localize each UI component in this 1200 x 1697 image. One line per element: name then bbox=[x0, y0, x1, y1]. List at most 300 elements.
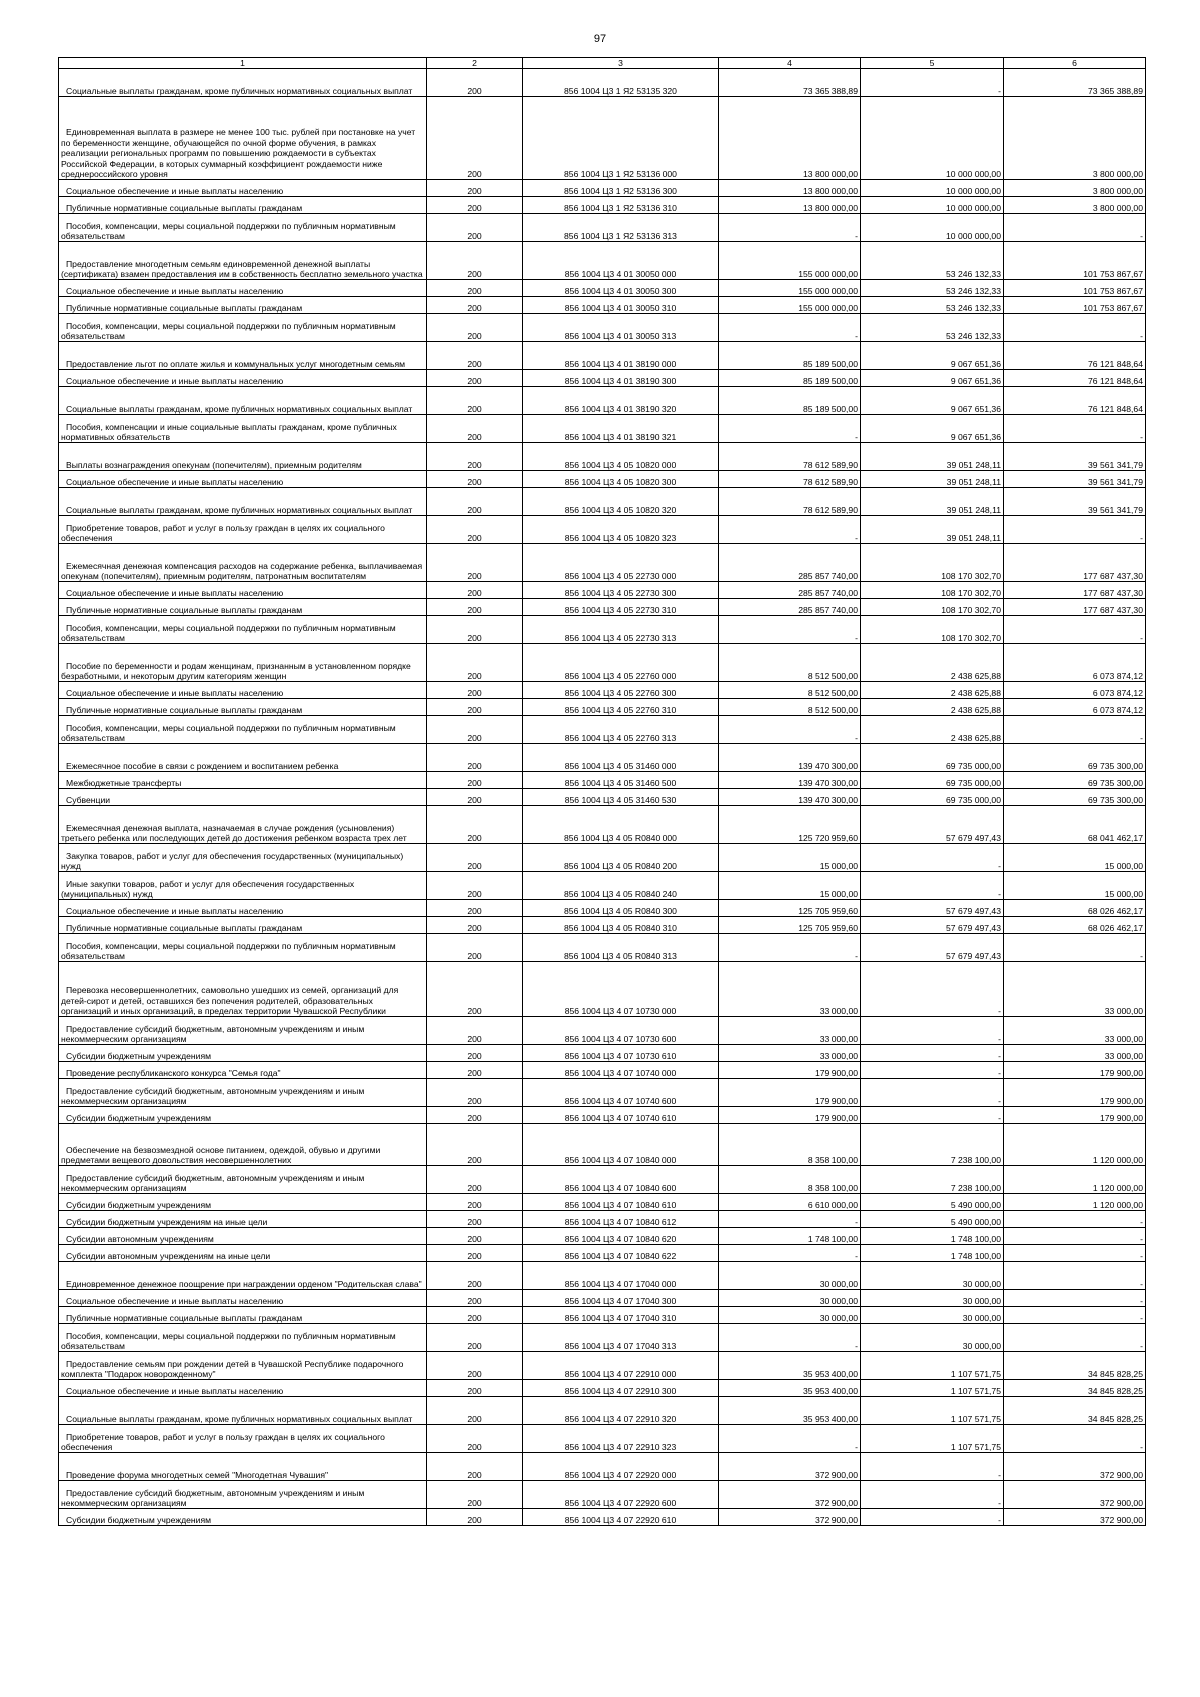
row-unexecuted-cell: 68 026 462,17 bbox=[1004, 900, 1146, 917]
row-executed-cell: 10 000 000,00 bbox=[861, 214, 1004, 242]
row-approved-cell: 30 000,00 bbox=[719, 1290, 861, 1307]
row-unexecuted-cell: 101 753 867,67 bbox=[1004, 242, 1146, 280]
row-unexecuted-cell: - bbox=[1004, 1245, 1146, 1262]
row-unexecuted-cell: 39 561 341,79 bbox=[1004, 443, 1146, 471]
row-code-cell: 200 bbox=[427, 644, 523, 682]
row-name-cell bbox=[59, 342, 427, 370]
table-row bbox=[59, 242, 1146, 280]
row-unexecuted-cell: 76 121 848,64 bbox=[1004, 342, 1146, 370]
row-classification-cell: 856 1004 Ц3 4 07 10840 622 bbox=[523, 1245, 719, 1262]
row-unexecuted-cell: 1 120 000,00 bbox=[1004, 1124, 1146, 1166]
table-row bbox=[59, 342, 1146, 370]
row-classification-cell: 856 1004 Ц3 1 Я2 53135 320 bbox=[523, 69, 719, 97]
row-code-cell: 200 bbox=[427, 1509, 523, 1526]
row-executed-cell: 108 170 302,70 bbox=[861, 582, 1004, 599]
column-header: 3 bbox=[523, 58, 719, 69]
row-classification-cell: 856 1004 Ц3 4 05 31460 000 bbox=[523, 744, 719, 772]
row-name-text: Приобретение товаров, работ и услуг в пользу граждан в целях их социального обеспечения bbox=[61, 522, 385, 543]
row-unexecuted-cell: 1 120 000,00 bbox=[1004, 1194, 1146, 1211]
row-unexecuted-cell: - bbox=[1004, 1425, 1146, 1453]
row-name-cell bbox=[59, 314, 427, 342]
row-code-cell: 200 bbox=[427, 1425, 523, 1453]
row-name-text: Публичные нормативные социальные выплаты гражданам bbox=[66, 605, 303, 615]
row-classification-cell: 856 1004 Ц3 4 07 17040 300 bbox=[523, 1290, 719, 1307]
table-row bbox=[59, 1045, 1146, 1062]
row-classification-cell: 856 1004 Ц3 4 05 22730 313 bbox=[523, 616, 719, 644]
row-unexecuted-cell: 69 735 300,00 bbox=[1004, 772, 1146, 789]
row-name-cell bbox=[59, 516, 427, 544]
row-approved-cell: 285 857 740,00 bbox=[719, 599, 861, 616]
row-code-cell: 200 bbox=[427, 180, 523, 197]
column-header: 5 bbox=[861, 58, 1004, 69]
row-approved-cell: 139 470 300,00 bbox=[719, 772, 861, 789]
row-name-cell bbox=[59, 1194, 427, 1211]
row-name-cell bbox=[59, 1397, 427, 1425]
page-number: 97 bbox=[593, 33, 607, 45]
row-approved-cell: 285 857 740,00 bbox=[719, 544, 861, 582]
table-row bbox=[59, 297, 1146, 314]
row-unexecuted-cell: 6 073 874,12 bbox=[1004, 682, 1146, 699]
row-name-text: Публичные нормативные социальные выплаты гражданам bbox=[66, 1313, 303, 1323]
row-name-cell bbox=[59, 242, 427, 280]
row-executed-cell: 10 000 000,00 bbox=[861, 180, 1004, 197]
row-classification-cell: 856 1004 Ц3 4 07 22920 600 bbox=[523, 1481, 719, 1509]
row-unexecuted-cell: 34 845 828,25 bbox=[1004, 1352, 1146, 1380]
row-name-text: Социальное обеспечение и иные выплаты населению bbox=[66, 186, 284, 196]
row-approved-cell: 13 800 000,00 bbox=[719, 180, 861, 197]
row-code-cell: 200 bbox=[427, 314, 523, 342]
row-approved-cell: - bbox=[719, 934, 861, 962]
row-approved-cell: 33 000,00 bbox=[719, 962, 861, 1017]
row-name-text: Социальные выплаты гражданам, кроме публичных нормативных социальных выплат bbox=[66, 1414, 413, 1424]
row-approved-cell: 139 470 300,00 bbox=[719, 789, 861, 806]
row-code-cell: 200 bbox=[427, 872, 523, 900]
row-name-cell bbox=[59, 1290, 427, 1307]
row-code-cell: 200 bbox=[427, 1017, 523, 1045]
table-row bbox=[59, 1017, 1146, 1045]
row-unexecuted-cell: 179 900,00 bbox=[1004, 1062, 1146, 1079]
row-classification-cell: 856 1004 Ц3 4 05 22730 310 bbox=[523, 599, 719, 616]
row-unexecuted-cell: 15 000,00 bbox=[1004, 844, 1146, 872]
row-executed-cell: 39 051 248,11 bbox=[861, 471, 1004, 488]
row-unexecuted-cell: 372 900,00 bbox=[1004, 1509, 1146, 1526]
row-code-cell: 200 bbox=[427, 682, 523, 699]
table-row bbox=[59, 97, 1146, 180]
row-classification-cell: 856 1004 Ц3 1 Я2 53136 310 bbox=[523, 197, 719, 214]
row-unexecuted-cell: - bbox=[1004, 1290, 1146, 1307]
row-unexecuted-cell: - bbox=[1004, 934, 1146, 962]
row-name-text: Приобретение товаров, работ и услуг в пользу граждан в целях их социального обеспечения bbox=[61, 1431, 385, 1452]
row-unexecuted-cell: 372 900,00 bbox=[1004, 1481, 1146, 1509]
row-unexecuted-cell: 68 041 462,17 bbox=[1004, 806, 1146, 844]
row-executed-cell: - bbox=[861, 1079, 1004, 1107]
row-unexecuted-cell: 3 800 000,00 bbox=[1004, 180, 1146, 197]
row-name-cell bbox=[59, 443, 427, 471]
row-executed-cell: 9 067 651,36 bbox=[861, 387, 1004, 415]
row-approved-cell: 372 900,00 bbox=[719, 1509, 861, 1526]
row-name-cell bbox=[59, 1045, 427, 1062]
row-unexecuted-cell: 39 561 341,79 bbox=[1004, 471, 1146, 488]
row-classification-cell: 856 1004 Ц3 4 01 38190 300 bbox=[523, 370, 719, 387]
row-name-text: Проведение республиканского конкурса "Семья года" bbox=[66, 1068, 281, 1078]
row-code-cell: 200 bbox=[427, 616, 523, 644]
row-executed-cell: 1 107 571,75 bbox=[861, 1352, 1004, 1380]
row-unexecuted-cell: 3 800 000,00 bbox=[1004, 197, 1146, 214]
row-executed-cell: 1 748 100,00 bbox=[861, 1228, 1004, 1245]
row-classification-cell: 856 1004 Ц3 4 07 10840 620 bbox=[523, 1228, 719, 1245]
table-row bbox=[59, 1262, 1146, 1290]
row-name-text: Выплаты вознаграждения опекунам (попечителям), приемным родителям bbox=[66, 460, 362, 470]
row-approved-cell: 125 705 959,60 bbox=[719, 900, 861, 917]
table-row bbox=[59, 1352, 1146, 1380]
row-code-cell: 200 bbox=[427, 917, 523, 934]
row-approved-cell: 139 470 300,00 bbox=[719, 744, 861, 772]
table-body bbox=[59, 69, 1146, 1526]
row-executed-cell: 53 246 132,33 bbox=[861, 297, 1004, 314]
row-name-text: Предоставление льгот по оплате жилья и коммунальных услуг многодетным семьям bbox=[66, 359, 406, 369]
row-name-text: Социальное обеспечение и иные выплаты населению bbox=[66, 1296, 284, 1306]
row-name-cell bbox=[59, 488, 427, 516]
row-code-cell: 200 bbox=[427, 772, 523, 789]
row-executed-cell: 69 735 000,00 bbox=[861, 789, 1004, 806]
row-executed-cell: - bbox=[861, 1045, 1004, 1062]
row-executed-cell: 53 246 132,33 bbox=[861, 242, 1004, 280]
table-row bbox=[59, 1062, 1146, 1079]
row-unexecuted-cell: 69 735 300,00 bbox=[1004, 789, 1146, 806]
row-classification-cell: 856 1004 Ц3 4 05 22760 310 bbox=[523, 699, 719, 716]
row-approved-cell: 372 900,00 bbox=[719, 1453, 861, 1481]
row-executed-cell: 108 170 302,70 bbox=[861, 599, 1004, 616]
row-approved-cell: 8 512 500,00 bbox=[719, 699, 861, 716]
row-executed-cell: 108 170 302,70 bbox=[861, 544, 1004, 582]
table-row bbox=[59, 1324, 1146, 1352]
row-unexecuted-cell: 177 687 437,30 bbox=[1004, 544, 1146, 582]
row-code-cell: 200 bbox=[427, 934, 523, 962]
row-name-cell bbox=[59, 1324, 427, 1352]
row-classification-cell: 856 1004 Ц3 4 05 10820 320 bbox=[523, 488, 719, 516]
row-classification-cell: 856 1004 Ц3 4 05 10820 000 bbox=[523, 443, 719, 471]
row-classification-cell: 856 1004 Ц3 1 Я2 53136 313 bbox=[523, 214, 719, 242]
row-unexecuted-cell: 179 900,00 bbox=[1004, 1107, 1146, 1124]
table-row bbox=[59, 443, 1146, 471]
row-code-cell: 200 bbox=[427, 582, 523, 599]
column-number-row bbox=[59, 58, 1146, 69]
table-row bbox=[59, 1481, 1146, 1509]
row-name-cell bbox=[59, 69, 427, 97]
row-name-cell bbox=[59, 370, 427, 387]
row-name-cell bbox=[59, 1307, 427, 1324]
row-name-text: Ежемесячная денежная компенсация расходов на содержание ребенка, выплачиваемая опекунам (попечителям), приемным родителям, патронатным воспитателям bbox=[61, 560, 423, 581]
row-name-text: Субсидии бюджетным учреждениям на иные цели bbox=[66, 1217, 268, 1227]
row-name-cell bbox=[59, 280, 427, 297]
row-executed-cell: 1 748 100,00 bbox=[861, 1245, 1004, 1262]
row-code-cell: 200 bbox=[427, 297, 523, 314]
row-approved-cell: 85 189 500,00 bbox=[719, 342, 861, 370]
row-executed-cell: 53 246 132,33 bbox=[861, 280, 1004, 297]
row-approved-cell: - bbox=[719, 1245, 861, 1262]
row-approved-cell: 8 512 500,00 bbox=[719, 644, 861, 682]
row-classification-cell: 856 1004 Ц3 4 07 10740 600 bbox=[523, 1079, 719, 1107]
row-classification-cell: 856 1004 Ц3 4 01 38190 321 bbox=[523, 415, 719, 443]
row-executed-cell: 39 051 248,11 bbox=[861, 488, 1004, 516]
row-name-text: Предоставление субсидий бюджетным, автономным учреждениям и иным некоммерческим организациям bbox=[61, 1487, 365, 1508]
row-unexecuted-cell: 6 073 874,12 bbox=[1004, 699, 1146, 716]
row-classification-cell: 856 1004 Ц3 4 05 22730 300 bbox=[523, 582, 719, 599]
row-code-cell: 200 bbox=[427, 789, 523, 806]
row-executed-cell: - bbox=[861, 1481, 1004, 1509]
row-name-text: Проведение форума многодетных семей "Многодетная Чувашия" bbox=[66, 1470, 329, 1480]
row-code-cell: 200 bbox=[427, 599, 523, 616]
row-name-text: Публичные нормативные социальные выплаты гражданам bbox=[66, 203, 303, 213]
row-name-cell bbox=[59, 900, 427, 917]
row-name-cell bbox=[59, 682, 427, 699]
row-approved-cell: 73 365 388,89 bbox=[719, 69, 861, 97]
row-classification-cell: 856 1004 Ц3 4 07 10730 600 bbox=[523, 1017, 719, 1045]
row-code-cell: 200 bbox=[427, 516, 523, 544]
row-name-cell bbox=[59, 1425, 427, 1453]
row-approved-cell: 33 000,00 bbox=[719, 1045, 861, 1062]
row-classification-cell: 856 1004 Ц3 4 05 22760 300 bbox=[523, 682, 719, 699]
row-executed-cell: 2 438 625,88 bbox=[861, 644, 1004, 682]
row-classification-cell: 856 1004 Ц3 4 01 30050 313 bbox=[523, 314, 719, 342]
row-executed-cell: 39 051 248,11 bbox=[861, 516, 1004, 544]
row-approved-cell: 372 900,00 bbox=[719, 1481, 861, 1509]
table-row bbox=[59, 69, 1146, 97]
row-classification-cell: 856 1004 Ц3 4 05 31460 530 bbox=[523, 789, 719, 806]
row-approved-cell: 1 748 100,00 bbox=[719, 1228, 861, 1245]
row-unexecuted-cell: 33 000,00 bbox=[1004, 962, 1146, 1017]
row-name-text: Социальное обеспечение и иные выплаты населению bbox=[66, 477, 284, 487]
column-header: 1 bbox=[59, 58, 427, 69]
row-classification-cell: 856 1004 Ц3 4 05 22760 000 bbox=[523, 644, 719, 682]
row-name-text: Пособия, компенсации, меры социальной поддержки по публичным нормативным обязательствам bbox=[61, 320, 396, 341]
row-unexecuted-cell: 34 845 828,25 bbox=[1004, 1397, 1146, 1425]
table-row bbox=[59, 197, 1146, 214]
row-classification-cell: 856 1004 Ц3 4 07 10840 000 bbox=[523, 1124, 719, 1166]
row-unexecuted-cell: 372 900,00 bbox=[1004, 1453, 1146, 1481]
table-row bbox=[59, 1397, 1146, 1425]
row-code-cell: 200 bbox=[427, 744, 523, 772]
row-approved-cell: - bbox=[719, 415, 861, 443]
row-name-cell bbox=[59, 1453, 427, 1481]
row-name-text: Пособия, компенсации и иные социальные выплаты гражданам, кроме публичных нормативных обязательств bbox=[61, 421, 397, 442]
row-approved-cell: 85 189 500,00 bbox=[719, 387, 861, 415]
row-name-cell bbox=[59, 1262, 427, 1290]
table-row bbox=[59, 516, 1146, 544]
row-approved-cell: 13 800 000,00 bbox=[719, 197, 861, 214]
row-classification-cell: 856 1004 Ц3 4 05 R0840 300 bbox=[523, 900, 719, 917]
table-row bbox=[59, 370, 1146, 387]
row-executed-cell: 1 107 571,75 bbox=[861, 1380, 1004, 1397]
row-name-text: Социальное обеспечение и иные выплаты населению bbox=[66, 588, 284, 598]
row-name-cell bbox=[59, 772, 427, 789]
row-executed-cell: - bbox=[861, 1453, 1004, 1481]
row-name-cell bbox=[59, 582, 427, 599]
table-row bbox=[59, 844, 1146, 872]
row-name-cell bbox=[59, 1509, 427, 1526]
row-executed-cell: 2 438 625,88 bbox=[861, 699, 1004, 716]
row-name-cell bbox=[59, 1352, 427, 1380]
row-code-cell: 200 bbox=[427, 1079, 523, 1107]
row-approved-cell: 13 800 000,00 bbox=[719, 97, 861, 180]
row-name-cell bbox=[59, 387, 427, 415]
row-approved-cell: 8 512 500,00 bbox=[719, 682, 861, 699]
row-approved-cell: - bbox=[719, 616, 861, 644]
table-row bbox=[59, 682, 1146, 699]
row-classification-cell: 856 1004 Ц3 4 07 17040 313 bbox=[523, 1324, 719, 1352]
row-unexecuted-cell: 177 687 437,30 bbox=[1004, 599, 1146, 616]
row-name-text: Предоставление субсидий бюджетным, автономным учреждениям и иным некоммерческим организациям bbox=[61, 1085, 365, 1106]
row-name-text: Субвенции bbox=[66, 795, 111, 805]
row-classification-cell: 856 1004 Ц3 4 01 30050 310 bbox=[523, 297, 719, 314]
row-unexecuted-cell: 179 900,00 bbox=[1004, 1079, 1146, 1107]
row-name-text: Социальное обеспечение и иные выплаты населению bbox=[66, 688, 284, 698]
row-executed-cell: 57 679 497,43 bbox=[861, 934, 1004, 962]
row-name-cell bbox=[59, 1211, 427, 1228]
row-classification-cell: 856 1004 Ц3 4 07 10730 610 bbox=[523, 1045, 719, 1062]
table-row bbox=[59, 471, 1146, 488]
table-row bbox=[59, 1124, 1146, 1166]
row-approved-cell: - bbox=[719, 716, 861, 744]
row-unexecuted-cell: - bbox=[1004, 1211, 1146, 1228]
row-name-cell bbox=[59, 471, 427, 488]
row-executed-cell: - bbox=[861, 872, 1004, 900]
row-name-text: Предоставление многодетным семьям единовременной денежной выплаты (сертификата) взамен предоставления им в собственность бесплатно земельного участка bbox=[61, 258, 423, 279]
row-name-text: Предоставление семьям при рождении детей в Чувашской Республике подарочного комплекта "Подарок новорожденному" bbox=[61, 1358, 404, 1379]
table-row bbox=[59, 415, 1146, 443]
row-classification-cell: 856 1004 Ц3 4 05 R0840 313 bbox=[523, 934, 719, 962]
row-name-text: Пособия, компенсации, меры социальной поддержки по публичным нормативным обязательствам bbox=[61, 622, 396, 643]
row-name-cell bbox=[59, 644, 427, 682]
row-unexecuted-cell: - bbox=[1004, 716, 1146, 744]
row-code-cell: 200 bbox=[427, 1352, 523, 1380]
row-code-cell: 200 bbox=[427, 716, 523, 744]
table-row bbox=[59, 280, 1146, 297]
row-unexecuted-cell: 39 561 341,79 bbox=[1004, 488, 1146, 516]
table-row bbox=[59, 744, 1146, 772]
row-approved-cell: 33 000,00 bbox=[719, 1017, 861, 1045]
row-code-cell: 200 bbox=[427, 1324, 523, 1352]
row-executed-cell: 7 238 100,00 bbox=[861, 1166, 1004, 1194]
row-approved-cell: - bbox=[719, 314, 861, 342]
table-row bbox=[59, 644, 1146, 682]
table-row bbox=[59, 917, 1146, 934]
table-row bbox=[59, 772, 1146, 789]
row-classification-cell: 856 1004 Ц3 4 05 10820 323 bbox=[523, 516, 719, 544]
row-unexecuted-cell: 76 121 848,64 bbox=[1004, 387, 1146, 415]
row-code-cell: 200 bbox=[427, 415, 523, 443]
row-executed-cell: - bbox=[861, 844, 1004, 872]
row-executed-cell: 9 067 651,36 bbox=[861, 415, 1004, 443]
row-approved-cell: - bbox=[719, 1211, 861, 1228]
row-classification-cell: 856 1004 Ц3 4 01 38190 320 bbox=[523, 387, 719, 415]
row-approved-cell: 35 953 400,00 bbox=[719, 1352, 861, 1380]
row-code-cell: 200 bbox=[427, 699, 523, 716]
row-unexecuted-cell: 101 753 867,67 bbox=[1004, 280, 1146, 297]
row-code-cell: 200 bbox=[427, 488, 523, 516]
table-row bbox=[59, 1166, 1146, 1194]
row-classification-cell: 856 1004 Ц3 4 07 10840 610 bbox=[523, 1194, 719, 1211]
row-code-cell: 200 bbox=[427, 214, 523, 242]
row-name-text: Пособия, компенсации, меры социальной поддержки по публичным нормативным обязательствам bbox=[61, 940, 396, 961]
row-classification-cell: 856 1004 Ц3 4 01 38190 000 bbox=[523, 342, 719, 370]
row-code-cell: 200 bbox=[427, 1107, 523, 1124]
row-code-cell: 200 bbox=[427, 443, 523, 471]
row-name-text: Субсидии автономным учреждениям bbox=[66, 1234, 214, 1244]
row-classification-cell: 856 1004 Ц3 4 05 R0840 310 bbox=[523, 917, 719, 934]
row-code-cell: 200 bbox=[427, 1166, 523, 1194]
row-executed-cell: 2 438 625,88 bbox=[861, 682, 1004, 699]
row-classification-cell: 856 1004 Ц3 4 07 22920 610 bbox=[523, 1509, 719, 1526]
table-row bbox=[59, 1211, 1146, 1228]
row-classification-cell: 856 1004 Ц3 1 Я2 53136 000 bbox=[523, 97, 719, 180]
row-approved-cell: 8 358 100,00 bbox=[719, 1124, 861, 1166]
row-name-cell bbox=[59, 1228, 427, 1245]
table-row bbox=[59, 789, 1146, 806]
table-row bbox=[59, 1290, 1146, 1307]
row-unexecuted-cell: 69 735 300,00 bbox=[1004, 744, 1146, 772]
row-code-cell: 200 bbox=[427, 1481, 523, 1509]
row-approved-cell: 30 000,00 bbox=[719, 1262, 861, 1290]
row-unexecuted-cell: 68 026 462,17 bbox=[1004, 917, 1146, 934]
row-name-text: Перевозка несовершеннолетних, самовольно ушедших из семей, организаций для детей-сирот и детей, оставшихся без попечения родителей, образовательных организаций и иных организаций, в пределах территории Чувашской Республики bbox=[61, 985, 399, 1016]
row-code-cell: 200 bbox=[427, 1245, 523, 1262]
table-row bbox=[59, 872, 1146, 900]
row-code-cell: 200 bbox=[427, 280, 523, 297]
row-name-text: Обеспечение на безвозмездной основе питанием, одеждой, обувью и другими предметами вещевого довольствия несовершеннолетних bbox=[61, 1144, 381, 1165]
row-name-text: Единовременная выплата в размере не менее 100 тыс. рублей при постановке на учет по беременности женщине, обучающейся по очной форме обучения, в рамках реализации региональных программ по повышению рождаемости в субъектах Российской Федерации, в которых суммарный коэффициент рождаемости ниже среднероссийского уровня bbox=[61, 127, 416, 179]
table-row bbox=[59, 1425, 1146, 1453]
row-code-cell: 200 bbox=[427, 387, 523, 415]
table-row bbox=[59, 616, 1146, 644]
row-executed-cell: 39 051 248,11 bbox=[861, 443, 1004, 471]
row-name-cell bbox=[59, 806, 427, 844]
row-approved-cell: 8 358 100,00 bbox=[719, 1166, 861, 1194]
table-row bbox=[59, 582, 1146, 599]
row-unexecuted-cell: 33 000,00 bbox=[1004, 1045, 1146, 1062]
row-name-text: Социальное обеспечение и иные выплаты населению bbox=[66, 286, 284, 296]
row-approved-cell: 35 953 400,00 bbox=[719, 1380, 861, 1397]
table-row bbox=[59, 599, 1146, 616]
row-name-text: Закупка товаров, работ и услуг для обеспечения государственных (муниципальных) нужд bbox=[61, 850, 404, 871]
row-name-text: Предоставление субсидий бюджетным, автономным учреждениям и иным некоммерческим организациям bbox=[61, 1172, 365, 1193]
row-classification-cell: 856 1004 Ц3 4 05 R0840 000 bbox=[523, 806, 719, 844]
row-approved-cell: 155 000 000,00 bbox=[719, 297, 861, 314]
row-code-cell: 200 bbox=[427, 806, 523, 844]
row-approved-cell: 78 612 589,90 bbox=[719, 488, 861, 516]
row-name-text: Субсидии автономным учреждениям на иные цели bbox=[66, 1251, 271, 1261]
row-code-cell: 200 bbox=[427, 1262, 523, 1290]
row-name-cell bbox=[59, 544, 427, 582]
row-name-text: Пособия, компенсации, меры социальной поддержки по публичным нормативным обязательствам bbox=[61, 722, 396, 743]
row-name-cell bbox=[59, 197, 427, 214]
table-row bbox=[59, 544, 1146, 582]
row-classification-cell: 856 1004 Ц3 4 05 31460 500 bbox=[523, 772, 719, 789]
row-approved-cell: 78 612 589,90 bbox=[719, 443, 861, 471]
row-code-cell: 200 bbox=[427, 1045, 523, 1062]
table-row bbox=[59, 314, 1146, 342]
row-code-cell: 200 bbox=[427, 1211, 523, 1228]
row-name-cell bbox=[59, 1124, 427, 1166]
row-code-cell: 200 bbox=[427, 197, 523, 214]
row-executed-cell: 10 000 000,00 bbox=[861, 197, 1004, 214]
row-approved-cell: 125 720 959,60 bbox=[719, 806, 861, 844]
row-code-cell: 200 bbox=[427, 1194, 523, 1211]
row-executed-cell: 69 735 000,00 bbox=[861, 772, 1004, 789]
row-name-text: Социальные выплаты гражданам, кроме публичных нормативных социальных выплат bbox=[66, 86, 413, 96]
row-name-text: Социальное обеспечение и иные выплаты населению bbox=[66, 376, 284, 386]
row-unexecuted-cell: - bbox=[1004, 1307, 1146, 1324]
